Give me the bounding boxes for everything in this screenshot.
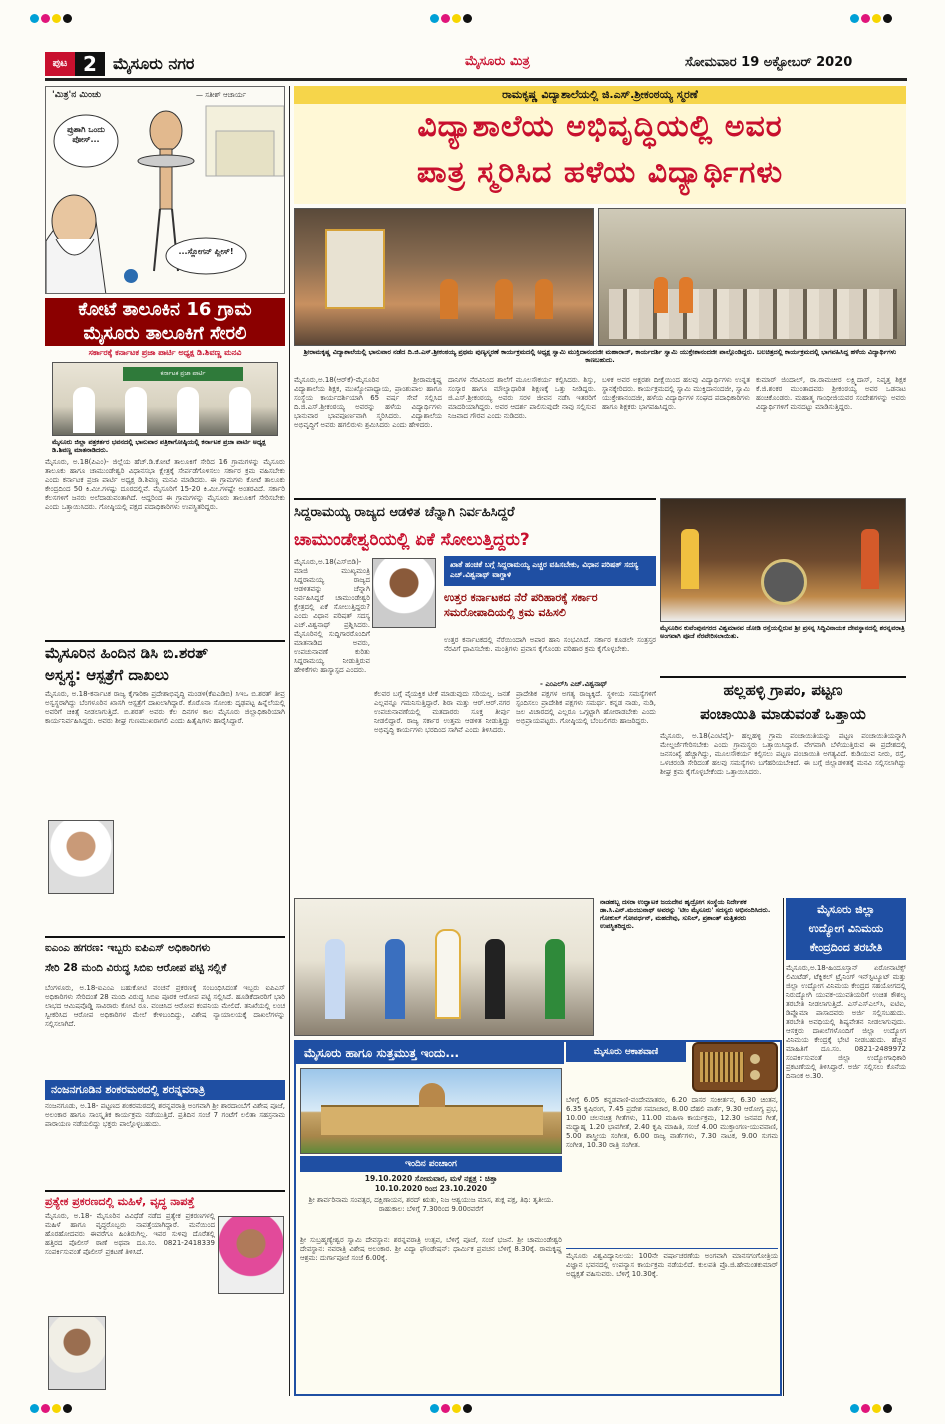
person-figure [545, 939, 565, 1019]
panchanga-line2: 10.10.2020 ರಿಂದ 23.10.2020 [374, 1184, 488, 1193]
main-photo-left [294, 208, 594, 346]
koti-caption: ಮೈಸೂರು ಜಿಲ್ಲಾ ಪತ್ರಕರ್ತರ ಭವನದಲ್ಲಿ ಭಾನುವಾರ ಪತ್ರಿಕಾಗೋಷ್ಠಿಯಲ್ಲಿ ಕರ್ನಾಟಕ ಪ್ರಜಾ ಪಾರ್ಟಿ ಅಧ್ಯಕ್ಷ ಡಿ.ಶಿವಣ್ಣ ಮಾತನಾಡಿದರು. [52, 438, 266, 454]
job-headline-box [786, 898, 906, 960]
shivalinga [761, 559, 807, 605]
priest-figure [861, 529, 879, 589]
hallahalli-headline-2: ಪಂಚಾಯಿತಿ ಮಾಡುವಂತೆ ಒತ್ತಾಯ [700, 705, 866, 723]
koti-headline-box [45, 298, 285, 346]
cartoon-artist: — ಸತೀಶ್ ಆಚಾರ್ಯ [196, 91, 246, 99]
cartoon-bubble-left: ಪ್ರುಶಾಗಿ ಒಂದು ಪೋಸ್... [67, 125, 105, 144]
missing-man-photo [48, 1316, 106, 1390]
main-story-kicker: ರಾಮಕೃಷ್ಣ ವಿದ್ಯಾಶಾಲೆಯಲ್ಲಿ ಜಿ.ಎಸ್.ಶ್ರೀಕಂಠಯ್ಯ ಸ್ಮರಣೆ [294, 86, 906, 104]
monk-figure [440, 279, 458, 319]
panchanga-body: ಶ್ರೀ ಶಾರ್ವರಿನಾಮ ಸಂವತ್ಸರ, ದಕ್ಷಿಣಾಯನ, ಶರದ್ ಋತು, ನಿಜ ಆಶ್ವಯುಜ ಮಾಸ, ಶುಕ್ಲ ಪಕ್ಷ, ತಿಥಿ: ತೃತೀಯ. ರಾಹುಕಾಲ: ಬೆಳಿಗ್ಗೆ 7.30ರಿಂದ 9.00ರವರೆಗೆ [308, 1196, 554, 1213]
person-figure [229, 387, 251, 433]
audience-rows [609, 289, 897, 339]
portrait-frame [325, 229, 385, 309]
radio-knob [750, 1070, 760, 1080]
missing-woman-photo [218, 1216, 284, 1294]
column-rule [289, 86, 290, 1396]
date: ಸೋಮವಾರ 19 ಅಕ್ಟೋಬರ್ 2020 [685, 55, 853, 70]
page-number: 2 [75, 52, 105, 76]
radio-icon [692, 1042, 778, 1092]
person-figure [325, 939, 345, 1019]
palace-facade [321, 1105, 543, 1135]
felicitation-caption: ನಾಡಹಬ್ಬ ದಸರಾ ಉದ್ಘಾಟಕ ಜಯದೇವ ಹೃದ್ರೋಗ ಸಂಸ್ಥೆಯ ನಿರ್ದೇಶಕ ಡಾ.ಸಿ.ಎನ್.ಮಂಜುನಾಥ್ ಅವರನ್ನು 'ಟೀಂ ಮೈಸೂರು' ಸದಸ್ಯರು ಅಭಿನಂದಿಸಿದರು. ಗೋಕುಲ್ ಗೋವರ್ಧನ್, ಮಹದೇವು, ಸುನಿಲ್, ಪ್ರಶಾಂತ್ ಮತ್ತಿತರರು ಉಪಸ್ಥಿತರಿದ್ದರು. [600, 898, 771, 930]
print-registration-marks-top-right [850, 14, 892, 23]
missing-headline: ಪ್ರತ್ಯೇಕ ಪ್ರಕರಣದಲ್ಲಿ ಮಹಿಳೆ, ವೃದ್ಧ ನಾಪತ್ತೆ [45, 1190, 285, 1210]
monk-figure [654, 277, 668, 313]
monk-figure [679, 277, 693, 313]
dc-headline-box [45, 640, 285, 686]
koti-body: ಮೈಸೂರು, ಅ.18(ಪಿಎಂ)- ಜಿಲ್ಲೆಯ ಹೆಚ್.ಡಿ.ಕೋಟೆ ತಾಲೂಕಿಗೆ ಸೇರಿದ 16 ಗ್ರಾಮಗಳನ್ನು ಮೈಸೂರು ತಾಲೂಕು ಹಾಗೂ ಚಾಮುಂಡೇಶ್ವರಿ ವಿಧಾನಸಭಾ ಕ್ಷೇತ್ರಕ್ಕೆ ಸೇರ್ಪಡೆಗೊಳಿಸಲು ಸರ್ಕಾರ ಕ್ರಮ ವಹಿಸಬೇಕು ಎಂದು ಕರ್ನಾಟಕ ಪ್ರಜಾ ಪಾರ್ಟಿ ಅಧ್ಯಕ್ಷ ಡಿ.ಶಿವಣ್ಣ ಮನವಿ ಮಾಡಿದರು. ಈ ಗ್ರಾಮಗಳು ಕೋಟೆ ತಾಲೂಕು ಕೇಂದ್ರದಿಂದ 50 ಕಿ.ಮೀ.ಗಳಷ್ಟು ದೂರದಲ್ಲಿವೆ. ಮೈಸೂರಿಗೆ 15-20 ಕಿ.ಮೀ.ಗಳಷ್ಟೇ ಅಂತರವಿದೆ. ಸರ್ಕಾರಿ ಕೆಲಸಗಳಿಗೆ ಜನರು ಅಲೆದಾಡುವಂತಾಗಿದೆ. ಆದ್ದರಿಂದ ಈ ಗ್ರಾಮಗಳನ್ನು ಮೈಸೂರು ತಾಲೂಕಿಗೆ ಸೇರಿಸಬೇಕು ಎಂದು ಒತ್ತಾಯಿಸಿದರು. ಗೋಷ್ಠಿಯಲ್ಲಿ ಪಕ್ಷದ ಪದಾಧಿಕಾರಿಗಳು ಉಪಸ್ಥಿತರಿದ್ದರು. [45, 458, 285, 511]
siddu-headline-1: ಸಿದ್ದರಾಮಯ್ಯ ರಾಜ್ಯದ ಆಡಳಿತ ಚೆನ್ನಾಗಿ ನಿರ್ವಹಿಸಿದ್ದರೆ [294, 505, 515, 520]
masthead-rule [45, 78, 907, 81]
hallahalli-headline-1: ಹಲ್ಲಹಳ್ಳಿ ಗ್ರಾಪಂ, ಪಟ್ಟಣ [723, 681, 843, 699]
nanjangud-headline: ನಂಜನಗೂಡಿನ ಶಂಕರಮಠದಲ್ಲಿ ಶರನ್ನವರಾತ್ರಿ [45, 1080, 285, 1100]
dc-headline-2: ಅಸ್ವಸ್ಥ: ಆಸ್ಪತ್ರೆಗೆ ದಾಖಲು [45, 666, 169, 684]
page-label: ಪುಟ [45, 52, 75, 76]
koti-headline-1: ಕೋಟೆ ತಾಲೂಕಿನ 16 ಗ್ರಾಮ [78, 299, 252, 320]
siddu-tagline: ಖಾತೆ ಹಂಚಿಕೆ ಬಗ್ಗೆ ಸಿದ್ದರಾಮಯ್ಯ ಎಚ್ಚರ ವಹಿಸಬೇಕು, ವಿಧಾನ ಪರಿಷತ್ ಸದಸ್ಯ ಎಚ್.ವಿಶ್ವನಾಥ್ ವಾಗ್ದಾಳಿ [444, 556, 656, 586]
felicitation-photo [294, 898, 594, 1036]
job-headline-2: ಉದ್ಯೋಗ ವಿನಿಮಯ [808, 922, 884, 935]
ias-headline-box [45, 936, 285, 982]
person-figure [485, 939, 505, 1019]
palace-photo [300, 1068, 562, 1154]
cartoon-panel [45, 86, 285, 294]
cartoon-title: 'ಮಿತ್ರ'ನ ಮಿಂಚು [52, 90, 102, 100]
rural-body: ಮೈಸೂರು ವಿಶ್ವವಿದ್ಯಾನಿಲಯ: 100ನೇ ವರ್ಷಾಚರಣೆಯ ಅಂಗವಾಗಿ ಮಾನಸಗಂಗೋತ್ರಿಯ ವಿಜ್ಞಾನ ಭವನದಲ್ಲಿ ಉಪನ್ಯಾಸ ಕಾರ್ಯಕ್ರಮ ನಡೆಯಲಿದೆ. ಕುಲಪತಿ ಪ್ರೊ.ಜಿ.ಹೇಮಂತಕುಮಾರ್ ಅಧ್ಯಕ್ಷತೆ ವಹಿಸುವರು. ಬೆಳಿಗ್ಗೆ 10.30ಕ್ಕೆ. [566, 1248, 778, 1392]
print-registration-marks-bottom-left [30, 1404, 72, 1413]
monk-figure [495, 279, 513, 319]
main-headline-line2: ಪಾತ್ರ ಸ್ಮರಿಸಿದ ಹಳೆಯ ವಿದ್ಯಾರ್ಥಿಗಳು [416, 155, 784, 190]
vishwanath-photo [372, 558, 436, 628]
party-banner: ಕರ್ನಾಟಕ ಪ್ರಜಾ ಪಾರ್ಟಿ [123, 367, 243, 381]
job-headline-1: ಮೈಸೂರು ಜಿಲ್ಲಾ [817, 903, 875, 916]
siddu-quote: ಉತ್ತರ ಕರ್ನಾಟಕದ ನೆರೆ ಪರಿಹಾರಕ್ಕೆ ಸರ್ಕಾರ ಸಮರೋಪಾದಿಯಲ್ಲಿ ಕ್ರಮ ವಹಿಸಲಿ [444, 591, 598, 619]
siddu-body-col2: ಕೆಲವರ ಬಗ್ಗೆ ವೈಯಕ್ತಿಕ ಟೀಕೆ ಮಾಡುವುದು ಸರಿಯಲ್ಲ. ಜನತೆ ಎಲ್ಲವನ್ನೂ ಗಮನಿಸುತ್ತಿದ್ದಾರೆ. ಶಿರಾ ಮತ್ತು ಆರ್.ಆರ್.ನಗರ ಉಪಚುನಾವಣೆಯಲ್ಲಿ ಮತದಾರರು ಸೂಕ್ತ ತೀರ್ಪು ನೀಡಲಿದ್ದಾರೆ. ರಾಜ್ಯ ಸರ್ಕಾರ ಉತ್ತಮ ಆಡಳಿತ ನೀಡುತ್ತಿದ್ದು ಅಭಿವೃದ್ಧಿ ಕಾರ್ಯಗಳು ಭರದಿಂದ ಸಾಗಿವೆ ಎಂದು ತಿಳಿಸಿದರು. [374, 690, 510, 734]
person-figure [177, 387, 199, 433]
ias-body: ಬೆಂಗಳೂರು, ಅ.18-ಐಎಂಎ ಬಹುಕೋಟಿ ವಂಚನೆ ಪ್ರಕರಣಕ್ಕೆ ಸಂಬಂಧಿಸಿದಂತೆ ಇಬ್ಬರು ಐಪಿಎಸ್ ಅಧಿಕಾರಿಗಳು ಸೇರಿದಂತೆ 28 ಮಂದಿ ವಿರುದ್ಧ ಸಿಬಿಐ ಪೂರಕ ಆರೋಪ ಪಟ್ಟಿ ಸಲ್ಲಿಸಿದೆ. ಹೂಡಿಕೆದಾರರಿಗೆ ಭಾರಿ ಲಾಭದ ಆಮಿಷವೊಡ್ಡಿ ಸಾವಿರಾರು ಕೋಟಿ ರೂ. ವಂಚಿಸಿದ ಆರೋಪ ಕಂಪನಿಯ ಮೇಲಿದೆ. ತನಿಖೆಯಲ್ಲಿ ಲಂಚ ಸ್ವೀಕರಿಸಿದ ಆರೋಪ ಅಧಿಕಾರಿಗಳ ಮೇಲೆ ಕೇಳಿಬಂದಿದ್ದು, ವಿಶೇಷ ನ್ಯಾಯಾಲಯಕ್ಕೆ ದಾಖಲೆಗಳನ್ನು ಸಲ್ಲಿಸಲಾಗಿದೆ. [45, 984, 285, 1028]
radio-title: ಮೈಸೂರು ಆಕಾಶವಾಣಿ [566, 1042, 686, 1062]
panchanga-title: ಇಂದಿನ ಪಂಚಾಂಗ [300, 1156, 562, 1172]
koti-subhead: ಸರ್ಕಾರಕ್ಕೆ ಕರ್ನಾಟಕ ಪ್ರಜಾ ಪಾರ್ಟಿ ಅಧ್ಯಕ್ಷ ಡಿ.ಶಿವಣ್ಣ ಮನವಿ [88, 348, 242, 357]
main-story-col2: ದಾನಿಗಳ ನೆರವಿನಿಂದ ಶಾಲೆಗೆ ಮೂಲಸೌಕರ್ಯ ಕಲ್ಪಿಸಿದರು. ಶಿಸ್ತು, ಸಂಸ್ಕಾರ ಹಾಗೂ ಮೌಲ್ಯಾಧಾರಿತ ಶಿಕ್ಷಣಕ್ಕೆ ಒತ್ತು ನೀಡಿದ್ದರು. ಜಿ.ಎಸ್.ಶ್ರೀಕಂಠಯ್ಯ ಅವರು ಸರಳ ಜೀವನ ನಡೆಸಿ ಇತರರಿಗೆ ಮಾದರಿಯಾಗಿದ್ದರು. ಅವರ ಆದರ್ಶ ಪಾಲಿಸುವುದೇ ನಾವು ಸಲ್ಲಿಸುವ ನಿಜವಾದ ಗೌರವ ಎಂದು ನುಡಿದರು. [448, 376, 596, 420]
main-headline-line1: ವಿದ್ಯಾಶಾಲೆಯ ಅಭಿವೃದ್ಧಿಯಲ್ಲಿ ಅವರ [417, 109, 783, 144]
column-rule [783, 898, 784, 1396]
person-figure [73, 387, 95, 433]
panchanga-line1: 19.10.2020 ಸೋಮವಾರ, ಮಳೆ ನಕ್ಷತ್ರ : ಚಿತ್ತಾ [364, 1174, 498, 1183]
cartoon-bubble-right: ...ಸ್ಲೋಗನ್ ಪ್ಲೀಸ್! [178, 247, 234, 256]
main-photo-right [598, 208, 906, 346]
siddu-quote-attribution: - ಎಂಎಲ್‌ಸಿ ಎಚ್.ವಿಶ್ವನಾಥ್ [540, 680, 608, 688]
monk-figure [535, 279, 553, 319]
print-registration-marks-bottom-center [430, 1404, 472, 1413]
dc-body: ಮೈಸೂರು, ಅ.18-ಕರ್ನಾಟಕ ರಾಜ್ಯ ಕೈಗಾರಿಕಾ ಪ್ರದೇಶಾಭಿವೃದ್ಧಿ ಮಂಡಳಿ(ಕೆಐಎಡಿಬಿ) ಸಿಇಒ ಬಿ.ಶರತ್ ತೀವ್ರ ಅಸ್ವಸ್ಥರಾಗಿದ್ದು ಬೆಂಗಳೂರಿನ ಖಾಸಗಿ ಆಸ್ಪತ್ರೆಗೆ ದಾಖಲಾಗಿದ್ದಾರೆ. ಕೊರೊನಾ ಸೋಂಕು ದೃಢಪಟ್ಟ ಹಿನ್ನೆಲೆಯಲ್ಲಿ ಅವರಿಗೆ ಚಿಕಿತ್ಸೆ ನೀಡಲಾಗುತ್ತಿದೆ. ಬಿ.ಶರತ್ ಅವರು ಕೆಲ ದಿನಗಳ ಕಾಲ ಮೈಸೂರು ಜಿಲ್ಲಾಧಿಕಾರಿಯಾಗಿ ಕಾರ್ಯನಿರ್ವಹಿಸಿದ್ದರು. ಅವರು ಶೀಘ್ರ ಗುಣಮುಖರಾಗಲಿ ಎಂದು ಹಿತೈಷಿಗಳು ಹಾರೈಸಿದ್ದಾರೆ. [45, 690, 285, 725]
missing-body: ಮೈಸೂರು, ಅ.18- ಮೈಸೂರಿನ ವಿವಿಧೆಡೆ ನಡೆದ ಪ್ರತ್ಯೇಕ ಪ್ರಕರಣಗಳಲ್ಲಿ ಮಹಿಳೆ ಹಾಗೂ ವೃದ್ಧರೊಬ್ಬರು ನಾಪತ್ತೆಯಾಗಿದ್ದಾರೆ. ಮನೆಯಿಂದ ಹೊರಹೋದವರು ಈವರೆಗೂ ಹಿಂತಿರುಗಿಲ್ಲ. ಇವರ ಸುಳಿವು ದೊರೆತಲ್ಲಿ ಹತ್ತಿರದ ಪೊಲೀಸ್ ಠಾಣೆ ಅಥವಾ ದೂ.ಸಂ. 0821-2418339 ಸಂಪರ್ಕಿಸುವಂತೆ ಪೊಲೀಸ್ ಪ್ರಕಟಣೆ ತಿಳಿಸಿದೆ. [45, 1212, 215, 1256]
print-registration-marks-bottom-right [850, 1404, 892, 1413]
temple-caption: ಮೈಸೂರಿನ ಕುವೆಂಪುನಗರದ ವಿಶ್ವಮಾನವ ಜೋಡಿ ರಸ್ತೆಯಲ್ಲಿರುವ ಶ್ರೀ ಪ್ರಸನ್ನ ಸಿದ್ಧಿವಿನಾಯಕ ದೇವಸ್ಥಾನದಲ್ಲಿ ಶರನ್ನವರಾತ್ರಿ ಅಂಗವಾಗಿ ಪೂಜೆ ನೆರವೇರಿಸಲಾಯಿತು. [660, 624, 905, 640]
masthead [45, 50, 905, 78]
main-story-col3: ಬಳಿಕ ಅವರ ಅಕ್ಷರಶಃ ದೀಕ್ಷೆಯಿಂದ ಹಲವು ವಿದ್ಯಾರ್ಥಿಗಳು ಉನ್ನತ ಸ್ಥಾನಕ್ಕೇರಿದರು. ಕಾರ್ಯಕ್ರಮದಲ್ಲಿ ಸ್ವಾಮಿ ಮುಕ್ತಿದಾನಂದಜೀ, ಸ್ವಾಮಿ ಯುಕ್ತೇಶಾನಂದಜೀ, ಹಳೆಯ ವಿದ್ಯಾರ್ಥಿಗಳ ಸಂಘದ ಪದಾಧಿಕಾರಿಗಳು ಹಾಗೂ ಶಿಕ್ಷಕರು ಭಾಗವಹಿಸಿದ್ದರು. [602, 376, 750, 411]
dc-headline-1: ಮೈಸೂರಿನ ಹಿಂದಿನ ಡಿಸಿ ಬಿ.ಶರತ್ [45, 644, 209, 662]
person-figure [125, 387, 147, 433]
print-registration-marks-top-left [30, 14, 72, 23]
radio-speaker-grille [700, 1052, 744, 1082]
today-title: ಮೈಸೂರು ಹಾಗೂ ಸುತ್ತಮುತ್ತ ಇಂದು... [296, 1042, 564, 1064]
siddu-quote-sub: ಉತ್ತರ ಕರ್ನಾಟಕದಲ್ಲಿ ನೆರೆಯಿಂದಾಗಿ ಅಪಾರ ಹಾನಿ ಸಂಭವಿಸಿದೆ. ಸರ್ಕಾರ ಕೂಡಲೇ ಸಂತ್ರಸ್ತರ ನೆರವಿಗೆ ಧಾವಿಸಬೇಕು. ಮಂತ್ರಿಗಳು ಪ್ರವಾಸ ಕೈಗೊಂಡು ಪರಿಹಾರ ಕ್ರಮ ಕೈಗೊಳ್ಳಬೇಕು. [444, 636, 656, 653]
print-registration-marks-top-center [430, 14, 472, 23]
honoree-figure [435, 929, 461, 1019]
paper-logo: ಮೈಸೂರು ಮಿತ್ರ [465, 54, 530, 69]
temple-photo [660, 498, 906, 622]
main-story-col1: ಮೈಸೂರು,ಅ.18(ಆರ್‌ಕೆ)-ಮೈಸೂರಿನ ಶ್ರೀರಾಮಕೃಷ್ಣ ವಿದ್ಯಾಶಾಲೆಯ ಶಿಕ್ಷಕ, ಮುಖ್ಯೋಪಾಧ್ಯಾಯ, ಪ್ರಾಂಶುಪಾಲ ಹಾಗೂ ಸಂಸ್ಥೆಯ ಕಾರ್ಯದರ್ಶಿಯಾಗಿ 65 ವರ್ಷ ಸೇವೆ ಸಲ್ಲಿಸಿದ ದಿ.ಜಿ.ಎಸ್.ಶ್ರೀಕಂಠಯ್ಯ ಅವರನ್ನು ಹಳೆಯ ವಿದ್ಯಾರ್ಥಿಗಳು ಭಾನುವಾರ ಭಾವಪೂರ್ಣವಾಗಿ ಸ್ಮರಿಸಿದರು. ವಿದ್ಯಾಶಾಲೆಯ ಅಭಿವೃದ್ಧಿಗೆ ಅವರು ಹಗಲಿರುಳು ಶ್ರಮಿಸಿದರು ಎಂದು ಹೇಳಿದರು. [294, 376, 442, 429]
siddu-body-col3: ಪ್ರಾದೇಶಿಕ ಪಕ್ಷಗಳ ಅಗತ್ಯ ರಾಜ್ಯಕ್ಕಿದೆ. ಸ್ಥಳೀಯ ಸಮಸ್ಯೆಗಳಿಗೆ ಸ್ಪಂದಿಸಲು ಪ್ರಾದೇಶಿಕ ಪಕ್ಷಗಳು ಸಮರ್ಥ. ಕನ್ನಡ ನಾಡು, ನುಡಿ, ಜಲ ವಿಚಾರದಲ್ಲಿ ಎಲ್ಲರೂ ಒಗ್ಗಟ್ಟಾಗಿ ಹೋರಾಡಬೇಕು ಎಂದು ಅಭಿಪ್ರಾಯಪಟ್ಟರು. ಗೋಷ್ಠಿಯಲ್ಲಿ ಬೆಂಬಲಿಗರು ಹಾಜರಿದ್ದರು. [516, 690, 656, 725]
radio-body: ಬೆಳಿಗ್ಗೆ 6.05 ಕನ್ನಡವಾಣಿ-ವಂದೇಮಾತರಂ, 6.20 ದಾಸರ ಸಂಕೀರ್ತನ, 6.30 ಚಿಂತನ, 6.35 ಕೃಷಿರಂಗ, 7.45 ಪ್ರದೇಶ ಸಮಾಚಾರ, 8.00 ದೆಹಲಿ ವಾರ್ತೆ, 9.30 ಆರೋಗ್ಯ ಪ್ರಭ, 10.00 ಚಲನಚಿತ್ರ ಗೀತೆಗಳು, 11.00 ಮಹಿಳಾ ಕಾರ್ಯಕ್ರಮ, 12.30 ಜನಪದ ಗೀತೆ, ಮಧ್ಯಾಹ್ನ 1.20 ಭಾವಗೀತೆ, 2.40 ಕೃಷಿ ಮಾಹಿತಿ, ಸಂಜೆ 4.00 ಮುಕ್ತಾಂಗಣ-ಯುವವಾಣಿ, 5.00 ಶಾಸ್ತ್ರೀಯ ಸಂಗೀತ, 6.00 ರಾಜ್ಯ ವಾರ್ತೆಗಳು, 7.30 ನಾಟಕ, 9.00 ಸುಗಮ ಸಂಗೀತ, 10.30 ರಾತ್ರಿ ಸಂಗೀತ. [566, 1096, 778, 1149]
palace-dome [419, 1083, 445, 1107]
priest-figure [681, 529, 699, 589]
section-name: ಮೈಸೂರು ನಗರ [113, 54, 195, 73]
main-headline-box [294, 104, 906, 204]
today-events: ಶ್ರೀ ಸುಬ್ರಹ್ಮಣ್ಯೇಶ್ವರ ಸ್ವಾಮಿ ದೇವಸ್ಥಾನ: ಶರನ್ನವರಾತ್ರಿ ಉತ್ಸವ, ಬೆಳಿಗ್ಗೆ ಪೂಜೆ, ಸಂಜೆ ಭಜನೆ. ಶ್ರೀ ಚಾಮುಂಡೇಶ್ವರಿ ದೇವಸ್ಥಾನ: ನವರಾತ್ರಿ ವಿಶೇಷ ಅಲಂಕಾರ. ಶ್ರೀ ವಿದ್ಯಾ ಫೌಂಡೇಷನ್: ಧಾರ್ಮಿಕ ಪ್ರವಚನ ಬೆಳಿಗ್ಗೆ 8.30ಕ್ಕೆ. ರಾಮಕೃಷ್ಣ ಆಶ್ರಮ: ದುರ್ಗಾಪೂಜೆ ಸಂಜೆ 6.00ಕ್ಕೆ. [300, 1236, 562, 1262]
nanjangud-body: ನಂಜನಗೂಡು, ಅ.18- ಪಟ್ಟಣದ ಶಂಕರಮಠದಲ್ಲಿ ಶರನ್ನವರಾತ್ರಿ ಅಂಗವಾಗಿ ಶ್ರೀ ಶಾರದಾಂಬೆಗೆ ವಿಶೇಷ ಪೂಜೆ, ಅಲಂಕಾರ ಹಾಗೂ ಸಾಂಸ್ಕೃತಿಕ ಕಾರ್ಯಕ್ರಮ ನಡೆಯುತ್ತಿದೆ. ಪ್ರತಿದಿನ ಸಂಜೆ 7 ಗಂಟೆಗೆ ಲಲಿತಾ ಸಹಸ್ರನಾಮ ಪಾರಾಯಣ ನಡೆಯಲಿದ್ದು ಭಕ್ತರು ಪಾಲ್ಗೊಳ್ಳಬಹುದು. [45, 1102, 285, 1128]
dc-photo [48, 820, 114, 894]
siddu-headline-box [294, 498, 656, 556]
main-photo-caption: ಶ್ರೀರಾಮಕೃಷ್ಣ ವಿದ್ಯಾಶಾಲೆಯಲ್ಲಿ ಭಾನುವಾರ ನಡೆದ ದಿ.ಜಿ.ಎಸ್.ಶ್ರೀಕಂಠಯ್ಯ ಪ್ರಥಮ ಪುಣ್ಯಸ್ಮರಣೆ ಕಾರ್ಯಕ್ರಮದಲ್ಲಿ ಅಧ್ಯಕ್ಷ ಸ್ವಾಮಿ ಮುಕ್ತಿದಾನಂದಜೀ ಮಹಾರಾಜ್, ಕಾರ್ಯದರ್ಶಿ ಸ್ವಾಮಿ ಯುಕ್ತೇಶಾನಂದಜೀ ಪಾಲ್ಗೊಂಡಿದ್ದರು. ಬಲಚಿತ್ರದಲ್ಲಿ ಕಾರ್ಯಕ್ರಮದಲ್ಲಿ ಭಾಗವಹಿಸಿದ್ದ ಹಳೆಯ ವಿದ್ಯಾರ್ಥಿಗಳು ಕಾಣಬಹುದು. [303, 348, 897, 364]
koti-headline-2: ಮೈಸೂರು ತಾಲೂಕಿಗೆ ಸೇರಲಿ [83, 323, 247, 344]
siddu-body-col1: ಮೈಸೂರು,ಅ.18(ಎಸ್‌ಬಿಡಿ)-ಮಾಜಿ ಮುಖ್ಯಮಂತ್ರಿ ಸಿದ್ದರಾಮಯ್ಯ ರಾಜ್ಯದ ಆಡಳಿತವನ್ನು ಚೆನ್ನಾಗಿ ನಿರ್ವಹಿಸಿದ್ದರೆ ಚಾಮುಂಡೇಶ್ವರಿ ಕ್ಷೇತ್ರದಲ್ಲಿ ಏಕೆ ಸೋಲುತ್ತಿದ್ದರು? ಎಂದು ವಿಧಾನ ಪರಿಷತ್ ಸದಸ್ಯ ಎಚ್.ವಿಶ್ವನಾಥ್ ಪ್ರಶ್ನಿಸಿದರು. ಮೈಸೂರಿನಲ್ಲಿ ಸುದ್ದಿಗಾರರೊಂದಿಗೆ ಮಾತನಾಡಿದ ಅವರು, ಉಪಚುನಾವಣೆ ಕುರಿತು ಸಿದ್ದರಾಮಯ್ಯ ನೀಡುತ್ತಿರುವ ಹೇಳಿಕೆಗಳು ಹಾಸ್ಯಾಸ್ಪದ ಎಂದರು. [294, 558, 370, 674]
hallahalli-headline-box [660, 676, 906, 728]
person-figure [385, 939, 405, 1019]
siddu-headline-2: ಚಾಮುಂಡೇಶ್ವರಿಯಲ್ಲಿ ಏಕೆ ಸೋಲುತ್ತಿದ್ದರು? [294, 530, 530, 550]
job-headline-3: ಕೇಂದ್ರದಿಂದ ತರಬೇತಿ [809, 941, 883, 954]
job-body: ಮೈಸೂರು,ಅ.18-ಹಿಂದೂಸ್ತಾನ್ ಏರೋನಾಟಿಕ್ಸ್ ಲಿಮಿಟೆಡ್, ಟೆಕ್ನಿಕಲ್ ಟ್ರೈನಿಂಗ್ ಇನ್‌ಸ್ಟಿಟ್ಯೂಟ್ ಮತ್ತು ಜಿಲ್ಲಾ ಉದ್ಯೋಗ ವಿನಿಮಯ ಕೇಂದ್ರದ ಸಹಯೋಗದಲ್ಲಿ ನಿರುದ್ಯೋಗಿ ಯುವಕ-ಯುವತಿಯರಿಗೆ ಉಚಿತ ಕೌಶಲ್ಯ ತರಬೇತಿ ನೀಡಲಾಗುತ್ತಿದೆ. ಎಸ್‌ಎಸ್‌ಎಲ್‌ಸಿ, ಐಟಿಐ, ಡಿಪ್ಲೊಮಾ ಪಾಸಾದವರು ಅರ್ಜಿ ಸಲ್ಲಿಸಬಹುದು. ತರಬೇತಿ ಅವಧಿಯಲ್ಲಿ ಶಿಷ್ಯವೇತನ ನೀಡಲಾಗುವುದು. ಆಸಕ್ತರು ದಾಖಲೆಗಳೊಂದಿಗೆ ಜಿಲ್ಲಾ ಉದ್ಯೋಗ ವಿನಿಮಯ ಕೇಂದ್ರಕ್ಕೆ ಭೇಟಿ ನೀಡಬಹುದು. ಹೆಚ್ಚಿನ ಮಾಹಿತಿಗೆ ದೂ.ಸಂ. 0821-2489972 ಸಂಪರ್ಕಿಸುವಂತೆ ಜಿಲ್ಲಾ ಉದ್ಯೋಗಾಧಿಕಾರಿ ಪ್ರಕಟಣೆಯಲ್ಲಿ ತಿಳಿಸಿದ್ದಾರೆ. ಅರ್ಜಿ ಸಲ್ಲಿಸಲು ಕೊನೆಯ ದಿನಾಂಕ ಅ.30. [786, 964, 906, 1080]
koti-photo [52, 362, 278, 436]
radio-knob [750, 1054, 760, 1064]
ias-headline-2: ಸೇರಿ 28 ಮಂದಿ ವಿರುದ್ಧ ಸಿಬಿಐ ಆರೋಪ ಪಟ್ಟಿ ಸಲ್ಲಿಕೆ [45, 962, 227, 974]
main-story-col4: ಕುಮಾರ್ ಜಿಂದಾಲ್, ರಾ.ರಾಮಚೀರ ಲಕ್ಷ್ಮಿದಾಸ್, ನಿವೃತ್ತ ಶಿಕ್ಷಕ ಕೆ.ಜಿ.ಶಂಕರ ಮುಂತಾದವರು ಶ್ರೀಕಂಠಯ್ಯ ಅವರ ಒಡನಾಟ ಹಂಚಿಕೊಂಡರು. ಮಹಾತ್ಮ ಗಾಂಧೀಜಿಯವರ ಸಂದೇಶಗಳನ್ನು ಅವರು ವಿದ್ಯಾರ್ಥಿಗಳಿಗೆ ಮನದಟ್ಟು ಮಾಡಿಸುತ್ತಿದ್ದರು. [756, 376, 906, 411]
hallahalli-body: ಮೈಸೂರು, ಅ.18(ಎಂಟಿವೈ)- ಹಲ್ಲಹಳ್ಳಿ ಗ್ರಾಮ ಪಂಚಾಯಿತಿಯನ್ನು ಪಟ್ಟಣ ಪಂಚಾಯಿತಿಯನ್ನಾಗಿ ಮೇಲ್ದರ್ಜೆಗೇರಿಸಬೇಕು ಎಂದು ಗ್ರಾಮಸ್ಥರು ಒತ್ತಾಯಿಸಿದ್ದಾರೆ. ವೇಗವಾಗಿ ಬೆಳೆಯುತ್ತಿರುವ ಈ ಪ್ರದೇಶದಲ್ಲಿ ಜನಸಂಖ್ಯೆ ಹೆಚ್ಚಾಗಿದ್ದು, ಮೂಲಸೌಕರ್ಯ ಕಲ್ಪಿಸಲು ಪಟ್ಟಣ ಪಂಚಾಯಿತಿ ಅಗತ್ಯವಿದೆ. ಕುಡಿಯುವ ನೀರು, ರಸ್ತೆ, ಒಳಚರಂಡಿ ಸೇರಿದಂತೆ ಹಲವು ಸಮಸ್ಯೆಗಳು ಬಗೆಹರಿಯಬೇಕಿದೆ. ಈ ಬಗ್ಗೆ ಜಿಲ್ಲಾಡಳಿತಕ್ಕೆ ಮನವಿ ಸಲ್ಲಿಸಲಾಗಿದ್ದು ಶೀಘ್ರ ಕ್ರಮ ಕೈಗೊಳ್ಳಬೇಕೆಂದು ಒತ್ತಾಯಿಸಿದರು. [660, 732, 906, 776]
ias-headline-1: ಐಎಂಎ ಹಗರಣ: ಇಬ್ಬರು ಐಪಿಎಸ್ ಅಧಿಕಾರಿಗಳು [45, 942, 211, 954]
